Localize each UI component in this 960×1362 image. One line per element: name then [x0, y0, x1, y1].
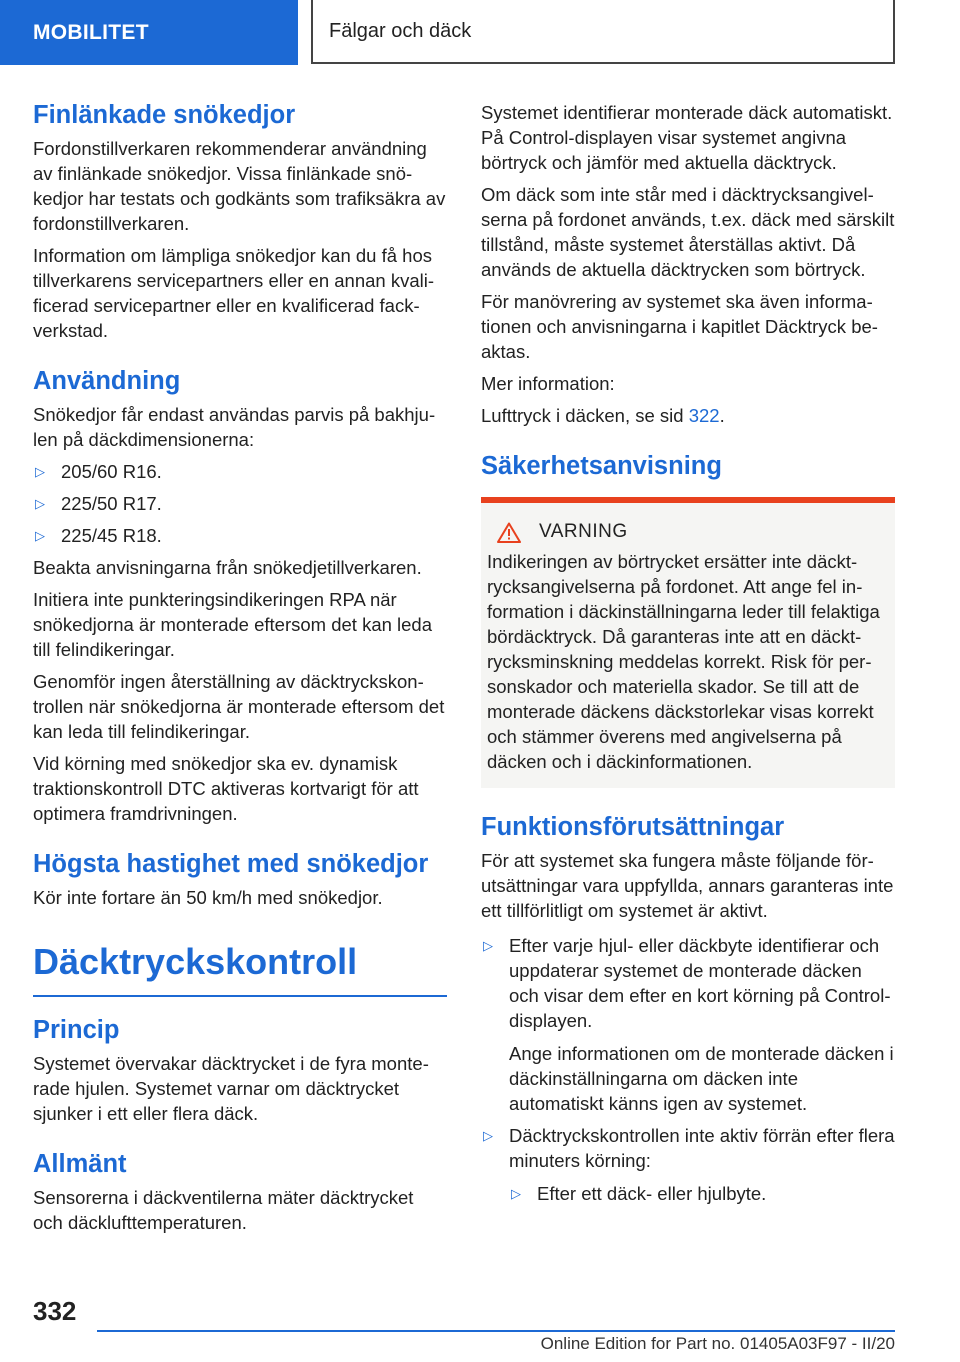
- section-label: MOBILITET: [33, 20, 149, 44]
- heading-allmant: Allmänt: [33, 1150, 127, 1178]
- warning-box: [481, 497, 895, 788]
- list-item: ▷ 225/45 R18.: [35, 525, 162, 546]
- paragraph: Genomför ingen återställning av däcktryckskontrollen när snökedjorna är monterade eftersom det kan leda till felindikeringar.: [33, 671, 445, 742]
- page-number: 332: [33, 1296, 77, 1326]
- paragraph: Mer information:: [481, 373, 615, 394]
- paragraph: Information om lämpliga snökedjor kan du få hos tillverkarens servicepartners eller en annan kvalificerad servicepartner eller en kvalificerad fackverkstad.: [33, 245, 435, 341]
- bullet-triangle-icon: ▷: [483, 938, 493, 953]
- warning-label: VARNING: [539, 521, 628, 542]
- paragraph: Om däck som inte står med i däcktrycksangivelserna på fordonet används, t.ex. däck med särskilt tillstånd, måste systemet återställas aktivt. Då används de aktuella däcktrycken som börtryck.: [481, 184, 895, 280]
- list-item: ▷ Efter varje hjul- eller däckbyte identifierar och uppdaterar systemet de monterade däcken och visar dem efter en kort körning på Control-displayen. Ange informationen om de monterade däcken i däckinställningarna om däcken inte automatiskt känns igen av systemet.: [483, 935, 894, 1114]
- heading-rule: [33, 995, 447, 997]
- list-item: ▷ 205/60 R16.: [35, 461, 162, 482]
- sub-list: [509, 1181, 895, 1206]
- paragraph: Vid körning med snökedjor ska ev. dynamisk traktionskontroll DTC aktiveras kortvarigt för att optimera framdrivningen.: [33, 753, 419, 824]
- heading-sakerhetsanvisning: Säkerhetsanvisning: [481, 452, 722, 480]
- warning-header: [487, 521, 887, 543]
- right-column: [481, 100, 895, 1213]
- bullet-triangle-icon: ▷: [35, 528, 45, 543]
- paragraph: För att systemet ska fungera måste följande förutsättningar vara uppfyllda, annars garanteras inte ett tillförlitligt om systemet är aktivt.: [481, 850, 894, 921]
- chapter-label: Fälgar och däck: [329, 19, 472, 42]
- paragraph: Lufttryck i däcken, se sid 322.: [481, 405, 725, 426]
- chapter-tab: [311, 0, 895, 64]
- warning-triangle-icon: [497, 522, 521, 543]
- heading-princip: Princip: [33, 1016, 120, 1044]
- paragraph: Systemet identifierar monterade däck automatiskt. På Control-displayen visar systemet angivna börtryck och jämför med aktuella däcktryck.: [481, 102, 893, 173]
- bullet-triangle-icon: ▷: [35, 496, 45, 511]
- left-column: [33, 98, 447, 1242]
- warning-text: Indikeringen av börtrycket ersätter inte däcktrycksangivelserna på fordonet. Att ange fel information i däckinställningarna leder till felaktiga bördäcktryck. Då garanteras inte att en däcktrycksminskning meddelas korrekt. Risk för personskador och materiella skador. Se till att de monterade däckens däckstorlekar visas korrekt och stämmer överens med angivelserna på däcken och i däckinformationen.: [487, 551, 880, 772]
- paragraph: Initiera inte punkteringsindikeringen RPA när snökedjorna är monterade eftersom det kan leda till felindikeringar.: [33, 589, 433, 660]
- page-reference-link[interactable]: 322: [688, 405, 720, 426]
- paragraph: Fordonstillverkaren rekommenderar användning av finlänkade snökedjor. Vissa finlänkade snökedjor har testats och godkänts som trafiksäkra av fordonstillverkaren.: [33, 138, 446, 234]
- footer-rule: [97, 1330, 895, 1332]
- paragraph: Kör inte fortare än 50 km/h med snökedjor.: [33, 887, 383, 908]
- paragraph: Systemet övervakar däcktrycket i de fyra monterade hjulen. Systemet varnar om däcktrycket sjunker i ett eller flera däck.: [33, 1053, 429, 1124]
- condition-list: [481, 933, 895, 1206]
- heading-anvandning: Användning: [33, 367, 181, 395]
- heading-hogsta-hastighet: Högsta hastighet med snökedjor: [33, 850, 429, 878]
- paragraph: Snökedjor får endast användas parvis på bakhjulen på däckdimensionerna:: [33, 404, 436, 450]
- bullet-triangle-icon: ▷: [35, 464, 45, 479]
- list-item: ▷ Däcktryckskontrollen inte aktiv förrän efter flera minuters körning: ▷ Efter ett däck- eller hjulbyte.: [483, 1125, 895, 1204]
- section-tab: [0, 0, 298, 65]
- list-item: ▷ Efter ett däck- eller hjulbyte.: [511, 1183, 767, 1204]
- paragraph: Beakta anvisningarna från snökedjetillverkaren.: [33, 557, 422, 578]
- list-item: ▷ 225/50 R17.: [35, 493, 162, 514]
- bullet-triangle-icon: ▷: [483, 1128, 493, 1143]
- heading-finlankade-snokedjor: Finlänkade snökedjor: [33, 101, 296, 129]
- paragraph: För manövrering av systemet ska även informationen och anvisningarna i kapitlet Däcktryck beaktas.: [481, 291, 878, 362]
- heading-dacktryckskontroll: Däcktryckskontroll: [33, 941, 358, 982]
- edition-footer: Online Edition for Part no. 01405A03F97 - II/20: [540, 1334, 895, 1353]
- paragraph: Sensorerna i däckventilerna mäter däcktrycket och däcklufttemperaturen.: [33, 1187, 414, 1233]
- tire-size-list: [33, 459, 447, 548]
- bullet-triangle-icon: ▷: [511, 1186, 521, 1201]
- heading-funktionsforutsattningar: Funktionsförutsättningar: [481, 813, 785, 841]
